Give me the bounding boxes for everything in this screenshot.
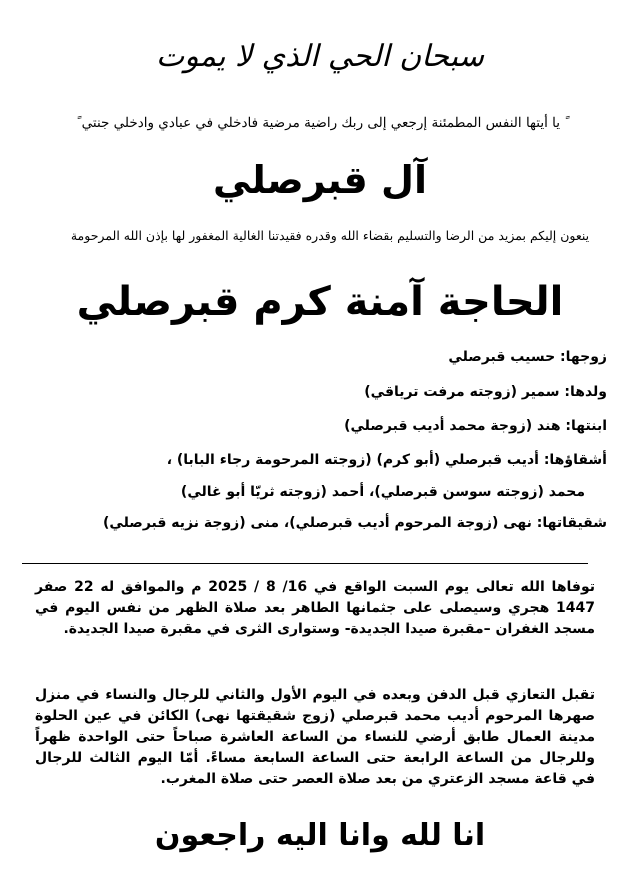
deceased-name: الحاجة آمنة كرم قبرصلي xyxy=(76,279,564,325)
family-name: آل قبرصلي xyxy=(213,158,427,202)
announcement-text: ينعون إليكم بمزيد من الرضا والتسليم بقضاء الله وقدره فقيدتنا الغالية المغفور لها بإذن الله المرحومة xyxy=(70,228,590,243)
relative-brothers-line-2: محمد (زوجته سوسن قبرصلي)، أحمد (زوجته ثريّا أبو غالي) xyxy=(180,484,585,500)
quran-verse: ً يا أيتها النفس المطمئنة إرجعي إلى ربك راضية مرضية فادخلي في عبادي وادخلي جنتي ً xyxy=(77,115,565,131)
relative-brothers-line-1: أشقاؤها: أديب قبرصلي (أبو كرم) (زوجته المرحومة رجاء البابا) ، xyxy=(166,452,607,468)
closing-phrase: انا لله وانا اليه راجعون xyxy=(154,818,486,853)
relative-daughters: ابنتها: هند (زوجة محمد أديب قبرصلي) xyxy=(344,418,607,434)
relative-husband: زوجها: حسيب قبرصلي xyxy=(448,349,607,365)
calligraphy-header: سبحان الحي الذي لا يموت xyxy=(156,38,484,74)
condolence-paragraph: تقبل التعازي قبل الدفن وبعده في اليوم الأول والثاني للرجال والنساء في منزل صهرها المرحوم أديب محمد قبرصلي (زوج شقيقتها نهى) الكائن في عين الحلوة مدينة العمال طابق أرضي للنساء من الساعة العاشرة صباحاً حتى الواحدة ظهراً وللرجال من الساعة الرابعة حتى الساعة السابعة مساءً. أمّا اليوم الثالث للرجال في قاعة مسجد الزعتري من بعد صلاة العصر حتى صلاة المغرب. xyxy=(35,687,595,787)
section-divider xyxy=(22,563,588,564)
death-notice-paragraph: توفاها الله تعالى يوم السبت الواقع في 16/ 8 / 2025 م والموافق له 22 صفر 1447 هجري وسيصلى على جثمانها الطاهر بعد صلاة الظهر من نفس اليوم في مسجد الغفران –مقبرة صيدا الجديدة- وستوارى الثرى في مقبرة صيدا الجديدة. xyxy=(35,579,595,637)
relative-sisters: شقيقاتها: نهى (زوجة المرحوم أديب قبرصلي)، منى (زوجة نزيه قبرصلي) xyxy=(103,515,607,531)
relative-sons: ولدها: سمير (زوجته مرفت ترياقي) xyxy=(364,384,607,400)
